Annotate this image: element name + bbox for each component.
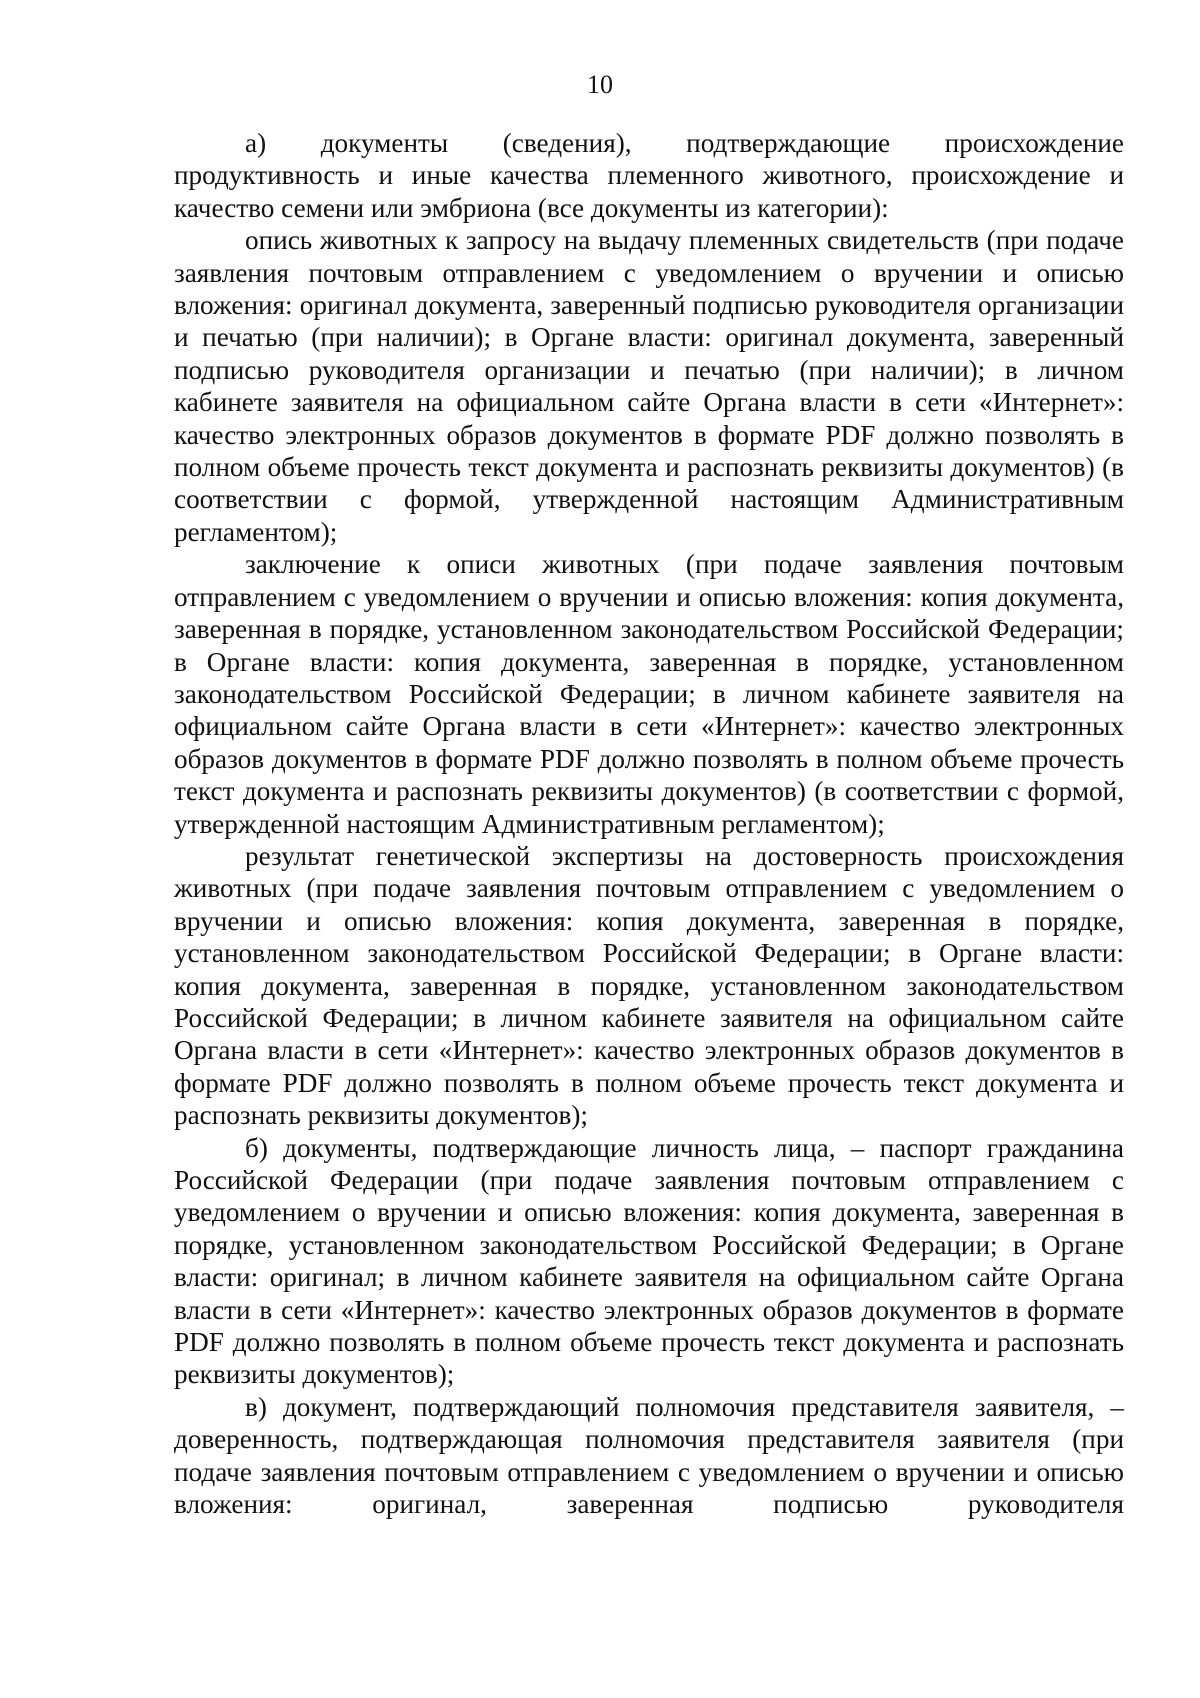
paragraph-animal-inventory: опись животных к запросу на выдачу племенных свидетельств (при подаче заявления почтовым отправлением с уведомлением о вручении и описью вложения: оригинал документа, заверенный подписью руководителя организации и печатью (при наличии); в Органе власти: оригинал документа, заверенный подписью руководителя организации и печатью (при наличии); в личном кабинете заявителя на официальном сайте Органа власти в сети «Интернет»: качество электронных образов документов в формате PDF должно позволять в полном объеме прочесть текст документа и распознать реквизиты документов) (в соответствии с формой, утвержденной настоящим Административным регламентом);: [174, 225, 1124, 547]
paragraph-genetic-expertise: результат генетической экспертизы на достоверность происхождения животных (при подаче заявления почтовым отправлением с уведомлением о вручении и описью вложения: копия документа, заверенная в порядке, установленном законодательством Российской Федерации; в Органе власти: копия документа, заверенная в порядке, установленном законодательством Российской Федерации; в личном кабинете заявителя на официальном сайте Органа власти в сети «Интернет»: качество электронных образов документов в формате PDF должно позволять в полном объеме прочесть текст документа и распознать реквизиты документов);: [174, 840, 1124, 1131]
document-body: [174, 127, 1124, 1520]
page-number: 10: [587, 70, 613, 99]
paragraph-c-representative-authority: в) документ, подтверждающий полномочия представителя заявителя, – доверенность, подтверждающая полномочия представителя заявителя (при подаче заявления почтовым отправлением с уведомлением о вручении и описью вложения: оригинал, заверенная подписью руководителя: [174, 1391, 1124, 1520]
paragraph-b-identity-documents: б) документы, подтверждающие личность лица, – паспорт гражданина Российской Федерации (при подаче заявления почтовым отправлением с уведомлением о вручении и описью вложения: копия документа, заверенная в порядке, установленном законодательством Российской Федерации; в Органе власти: оригинал; в личном кабинете заявителя на официальном сайте Органа власти в сети «Интернет»: качество электронных образов документов в формате PDF должно позволять в полном объеме прочесть текст документа и распознать реквизиты документов);: [174, 1132, 1124, 1390]
paragraph-inventory-conclusion: заключение к описи животных (при подаче заявления почтовым отправлением с уведомлением о вручении и описью вложения: копия документа, заверенная в порядке, установленном законодательством Российской Федерации; в Органе власти: копия документа, заверенная в порядке, установленном законодательством Российской Федерации; в личном кабинете заявителя на официальном сайте Органа власти в сети «Интернет»: качество электронных образов документов в формате PDF должно позволять в полном объеме прочесть текст документа и распознать реквизиты документов) (в соответствии с формой, утвержденной настоящим Административным регламентом);: [174, 549, 1124, 839]
paragraph-a-documents: а) документы (сведения), подтверждающие происхождение продуктивность и иные качества племенного животного, происхождение и качество семени или эмбриона (все документы из категории):: [174, 128, 1124, 223]
